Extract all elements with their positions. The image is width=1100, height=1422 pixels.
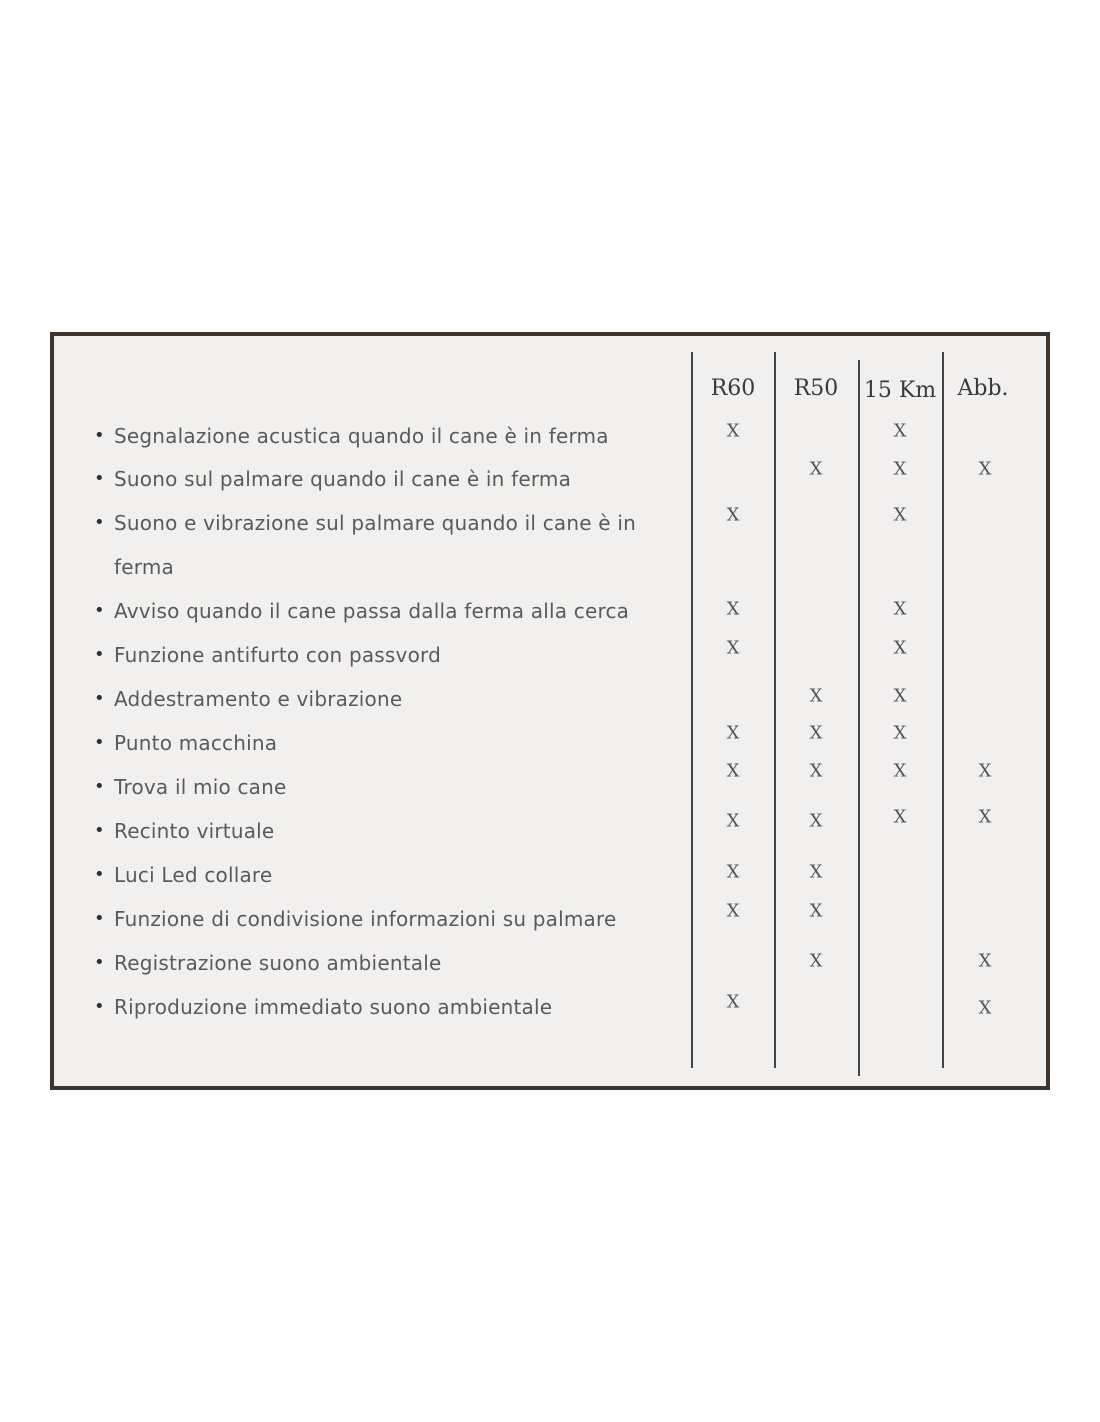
feature-item <box>94 897 694 941</box>
bullet-icon: • <box>94 688 105 709</box>
check-mark: X <box>726 760 740 782</box>
bullet-icon: • <box>94 425 105 446</box>
check-mark: X <box>893 504 907 526</box>
feature-label: Recinto virtuale <box>114 819 275 843</box>
bullet-icon: • <box>94 600 105 621</box>
bullet-icon: • <box>94 952 105 973</box>
check-mark: X <box>726 900 740 922</box>
check-mark: X <box>893 722 907 744</box>
feature-item <box>94 941 694 985</box>
bullet-icon: • <box>94 996 105 1017</box>
check-mark: X <box>726 861 740 883</box>
bullet-icon: • <box>94 732 105 753</box>
check-mark: X <box>726 722 740 744</box>
check-mark: X <box>726 504 740 526</box>
feature-label: Funzione antifurto con passvord <box>114 643 441 667</box>
feature-item <box>94 501 694 589</box>
feature-item <box>94 853 694 897</box>
check-mark: X <box>978 760 992 782</box>
feature-label: Avviso quando il cane passa dalla ferma alla cerca <box>114 599 630 623</box>
check-mark: X <box>726 420 740 442</box>
check-mark: X <box>978 997 992 1019</box>
check-mark: X <box>893 760 907 782</box>
feature-item <box>94 809 694 853</box>
bullet-icon: • <box>94 644 105 665</box>
check-mark: X <box>726 991 740 1013</box>
bullet-icon: • <box>94 468 105 489</box>
bullet-icon: • <box>94 908 105 929</box>
feature-item <box>94 985 694 1029</box>
check-mark: X <box>893 806 907 828</box>
bullet-icon: • <box>94 776 105 797</box>
feature-label: Luci Led collare <box>114 863 273 887</box>
check-mark: X <box>809 722 823 744</box>
feature-label: Funzione di condivisione informazioni su palmare <box>114 907 617 931</box>
bullet-icon: • <box>94 512 105 533</box>
check-mark: X <box>893 598 907 620</box>
column-divider <box>942 352 944 1068</box>
bullet-icon: • <box>94 820 105 841</box>
feature-item <box>94 765 694 809</box>
check-mark: X <box>809 810 823 832</box>
feature-label: Trova il mio cane <box>114 775 287 799</box>
check-mark: X <box>809 861 823 883</box>
bullet-icon: • <box>94 864 105 885</box>
check-mark: X <box>893 685 907 707</box>
feature-label: Addestramento e vibrazione <box>114 687 403 711</box>
column-header-r50: R50 <box>793 376 839 401</box>
column-divider <box>774 352 776 1068</box>
feature-item <box>94 457 694 501</box>
feature-item <box>94 721 694 765</box>
feature-label: Suono sul palmare quando il cane è in ferma <box>114 467 572 491</box>
check-mark: X <box>893 637 907 659</box>
check-mark: X <box>809 458 823 480</box>
feature-item <box>94 589 694 633</box>
check-mark: X <box>978 806 992 828</box>
check-mark: X <box>726 598 740 620</box>
feature-label: Segnalazione acustica quando il cane è in ferma <box>114 424 609 448</box>
column-header-15km: 15 Km <box>863 378 937 403</box>
feature-label: Registrazione suono ambientale <box>114 951 442 975</box>
check-mark: X <box>809 900 823 922</box>
column-header-r60: R60 <box>710 376 756 401</box>
feature-label: Punto macchina <box>114 731 278 755</box>
check-mark: X <box>978 950 992 972</box>
column-header-abb: Abb. <box>957 376 1009 401</box>
feature-label: Riproduzione immediato suono ambientale <box>114 995 553 1019</box>
column-divider <box>858 360 860 1076</box>
feature-item <box>94 677 694 721</box>
check-mark: X <box>809 685 823 707</box>
feature-item <box>94 633 694 677</box>
feature-label: Suono e vibrazione sul palmare quando il cane è in ferma <box>114 511 636 579</box>
check-mark: X <box>809 760 823 782</box>
comparison-panel <box>50 332 1050 1090</box>
check-mark: X <box>893 458 907 480</box>
check-mark: X <box>978 458 992 480</box>
check-mark: X <box>893 420 907 442</box>
check-mark: X <box>809 950 823 972</box>
check-mark: X <box>726 810 740 832</box>
feature-item <box>94 414 694 458</box>
check-mark: X <box>726 637 740 659</box>
